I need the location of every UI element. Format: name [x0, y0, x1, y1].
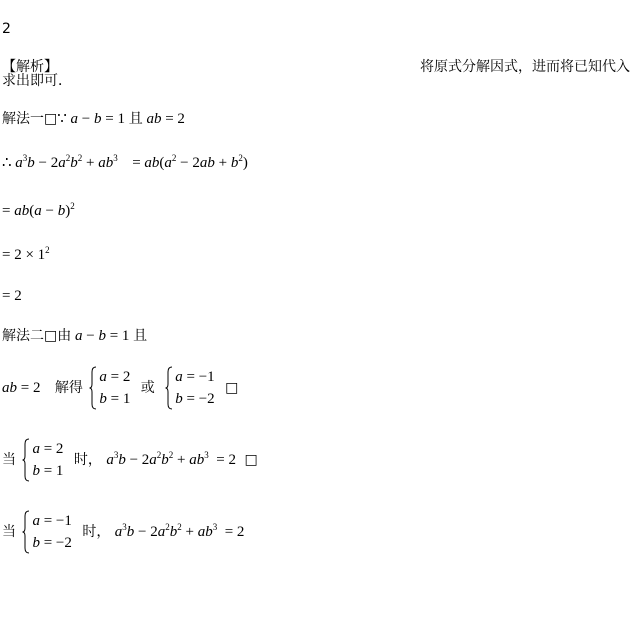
solve-label: 解得: [54, 380, 83, 396]
analysis-text-wrap: 求出即可．: [2, 73, 72, 89]
method2-condition: 由 a − b = 1 且: [57, 328, 148, 344]
case2-line: [2, 510, 244, 554]
missing-glyph: □: [44, 328, 58, 344]
missing-glyph: □: [244, 452, 258, 468]
factor-line: [2, 154, 248, 172]
method2-label: 解法二: [2, 328, 44, 344]
ab-eq: ab = 2: [2, 380, 41, 396]
or-label: 或: [140, 380, 155, 396]
method1-condition: ∵ a − b = 1 且 ab = 2: [57, 111, 185, 127]
method1-line: [2, 110, 185, 128]
square-line: = $ab(a - b)^2$: [2, 201, 75, 219]
factor-right: = $ab(a^2 - 2ab + b^2)$: [132, 153, 248, 171]
missing-glyph: □: [44, 111, 58, 127]
case1-line: [2, 438, 258, 482]
case2-row-b: b = −2: [32, 535, 72, 551]
time-label: 时，: [73, 452, 102, 468]
case2-expression: $a^3b - 2a^2b^2 + ab^3 = 2$: [114, 522, 245, 540]
brace-icon: [22, 510, 30, 554]
sol1-row-b: b = 1: [99, 391, 131, 407]
solution-system-1: [89, 366, 130, 410]
factor-left: ∴ $a^3b - 2a^2b^2 + ab^3$: [2, 153, 118, 171]
when-label: 当: [2, 452, 16, 468]
case1-system: [22, 438, 63, 482]
sol1-row-a: a = 2: [99, 369, 131, 385]
case2-row-a: a = −1: [32, 513, 72, 529]
brace-icon: [165, 366, 173, 410]
case1-row-a: a = 2: [32, 441, 64, 457]
case2-system: [22, 510, 71, 554]
analysis-text: 将原式分解因式，进而将已知代入: [420, 59, 630, 75]
method2-line: [2, 327, 147, 345]
analysis-heading: 【解析】: [2, 59, 58, 75]
solution-system-2: [165, 366, 214, 410]
numeric-line: = $2 \times 1^2$: [2, 245, 50, 263]
method1-label: 解法一: [2, 111, 44, 127]
brace-icon: [89, 366, 97, 410]
missing-glyph: □: [225, 380, 239, 396]
brace-icon: [22, 438, 30, 482]
solve-line: [2, 366, 238, 410]
time-label: 时，: [82, 524, 111, 540]
when-label: 当: [2, 524, 16, 540]
result-line: = 2: [2, 288, 22, 304]
case1-expression: $a^3b - 2a^2b^2 + ab^3 = 2$: [106, 450, 236, 468]
sol2-row-b: b = −2: [175, 391, 215, 407]
answer-value: 2: [2, 21, 11, 37]
case1-row-b: b = 1: [32, 463, 64, 479]
sol2-row-a: a = −1: [175, 369, 215, 385]
